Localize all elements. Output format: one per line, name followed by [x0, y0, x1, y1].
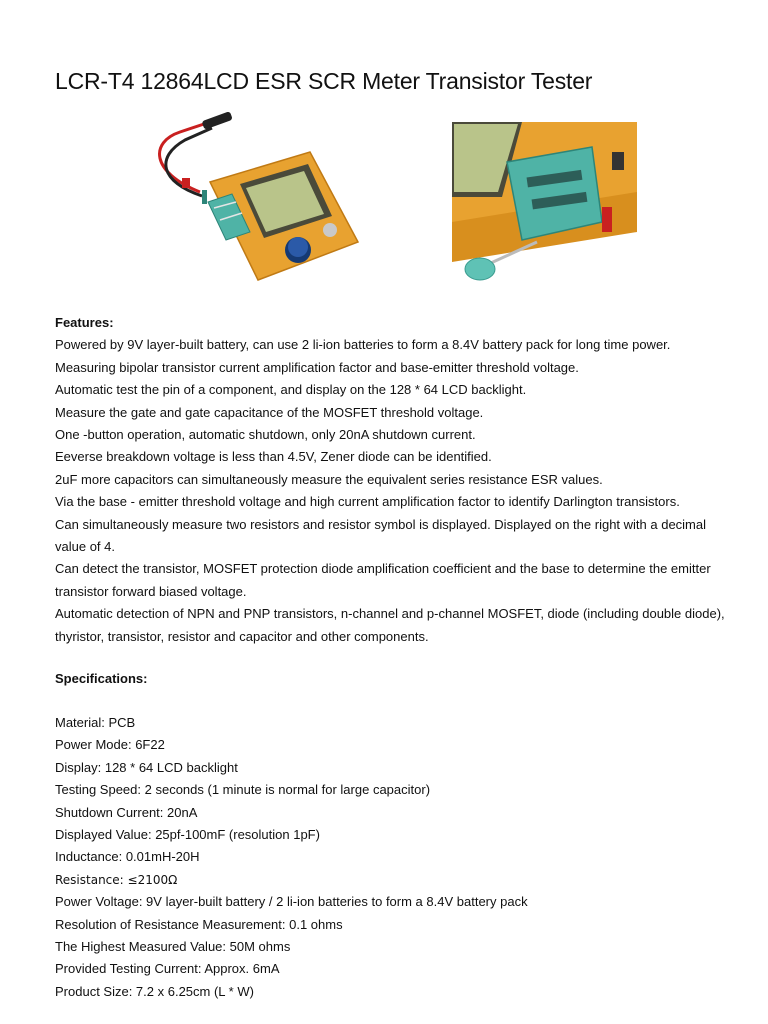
spec-item: Testing Speed: 2 seconds (1 minute is normal for large capacitor)	[55, 782, 431, 798]
feature-item: Via the base - emitter threshold voltage and high current amplification factor to identify Darlington transistors.	[55, 494, 680, 510]
feature-item: Measure the gate and gate capacitance of the MOSFET threshold voltage.	[55, 404, 484, 420]
feature-item: Can detect the transistor, MOSFET protection diode amplification coefficient and the base to determine the emitter transistor forward biased voltage.	[55, 561, 711, 599]
features-section	[55, 312, 735, 648]
spec-item: Displayed Value: 25pf-100mF (resolution 1pF)	[55, 827, 320, 843]
product-photo-closeup	[452, 122, 637, 290]
page-title: LCR-T4 12864LCD ESR SCR Meter Transistor Tester	[55, 68, 593, 94]
specifications-heading: Specifications:	[55, 671, 148, 686]
features-heading: Features:	[55, 315, 114, 330]
spec-item: Shutdown Current: 20nA	[55, 804, 198, 820]
spec-item: Product Size: 7.2 x 6.25cm (L * W)	[55, 983, 254, 999]
feature-item: One -button operation, automatic shutdown, only 20nA shutdown current.	[55, 427, 476, 443]
spec-item: Inductance: 0.01mH-20H	[55, 849, 200, 865]
spec-item: Display: 128 * 64 LCD backlight	[55, 759, 238, 775]
specifications-heading-block	[55, 668, 735, 690]
spec-item: Resistance: ≤2100Ω	[55, 872, 178, 887]
spec-item: Power Mode: 6F22	[55, 737, 165, 753]
feature-item: Measuring bipolar transistor current amplification factor and base-emitter threshold voltage.	[55, 359, 579, 375]
spec-item: Material: PCB	[55, 715, 136, 730]
spec-item: Power Voltage: 9V layer-built battery / 2 li-ion batteries to form a 8.4V battery pack	[55, 894, 528, 910]
product-photo-overview	[140, 112, 370, 282]
specifications-section	[55, 712, 735, 1003]
feature-item: Automatic detection of NPN and PNP transistors, n-channel and p-channel MOSFET, diode (including double diode), thyristor, transistor, resistor and capacitor and other components.	[55, 606, 725, 644]
spec-item: Provided Testing Current: Approx. 6mA	[55, 961, 280, 977]
spec-item: Resolution of Resistance Measurement: 0.1 ohms	[55, 916, 343, 932]
feature-item: Powered by 9V layer-built battery, can use 2 li-ion batteries to form a 8.4V battery pack for long time power.	[55, 337, 671, 353]
feature-item: Eeverse breakdown voltage is less than 4.5V, Zener diode can be identified.	[55, 449, 492, 465]
feature-item: Can simultaneously measure two resistors and resistor symbol is displayed. Displayed on the right with a decimal value of 4.	[55, 516, 707, 555]
spec-item: The Highest Measured Value: 50M ohms	[55, 939, 291, 955]
feature-item: 2uF more capacitors can simultaneously measure the equivalent series resistance ESR values.	[55, 471, 603, 487]
feature-item: Automatic test the pin of a component, and display on the 128 * 64 LCD backlight.	[55, 382, 527, 398]
